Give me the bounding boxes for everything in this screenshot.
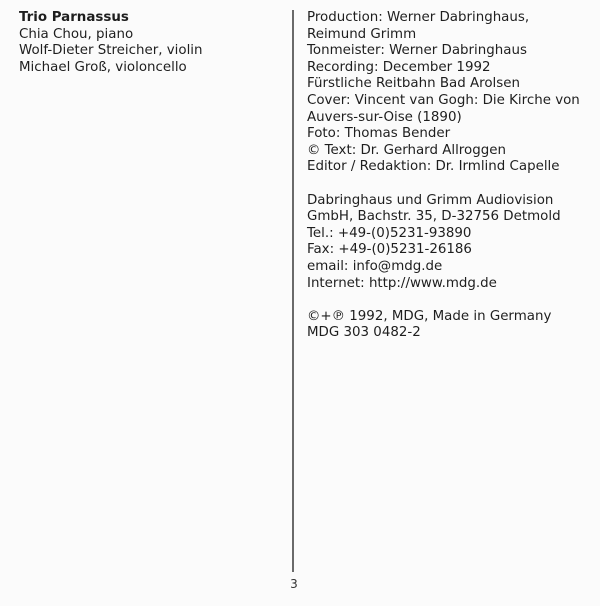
performers-section (19, 10, 279, 76)
label-line: Dabringhaus und Grimm Audiovision (307, 192, 554, 208)
performer-piano: Chia Chou, piano (19, 26, 134, 42)
label-address (307, 193, 592, 293)
credit-line: Auvers-sur-Oise (1890) (307, 109, 462, 125)
credits-section (307, 10, 592, 342)
credit-line: Editor / Redaktion: Dr. Irmlind Capelle (307, 159, 560, 175)
performer-violin: Wolf-Dieter Streicher, violin (19, 43, 203, 59)
production-credits (307, 10, 592, 176)
column-divider (292, 10, 294, 572)
page-number: 3 (290, 577, 298, 591)
credit-line: Cover: Vincent van Gogh: Die Kirche von (307, 92, 580, 108)
label-line: GmbH, Bachstr. 35, D-32756 Detmold (307, 209, 561, 225)
credit-line: Production: Werner Dabringhaus, (307, 10, 530, 25)
credit-line: Recording: December 1992 (307, 59, 491, 75)
credit-line: Reimund Grimm (307, 26, 417, 42)
credit-line: Tonmeister: Werner Dabringhaus (307, 43, 527, 59)
copyright-notice (307, 309, 592, 342)
label-fax: Fax: +49-(0)5231-26186 (307, 242, 472, 258)
label-website: Internet: http://www.mdg.de (307, 275, 497, 291)
label-phone: Tel.: +49-(0)5231-93890 (307, 225, 472, 241)
performer-violoncello: Michael Groß, violoncello (19, 59, 187, 75)
credit-line: Foto: Thomas Bender (307, 126, 451, 142)
catalog-number: MDG 303 0482-2 (307, 325, 421, 341)
copyright-line: ©+℗ 1992, MDG, Made in Germany (307, 308, 552, 324)
label-email: email: info@mdg.de (307, 258, 443, 274)
credit-line: Fürstliche Reitbahn Bad Arolsen (307, 76, 520, 92)
ensemble-name: Trio Parnassus (19, 10, 129, 25)
credit-line: © Text: Dr. Gerhard Allroggen (307, 142, 506, 158)
